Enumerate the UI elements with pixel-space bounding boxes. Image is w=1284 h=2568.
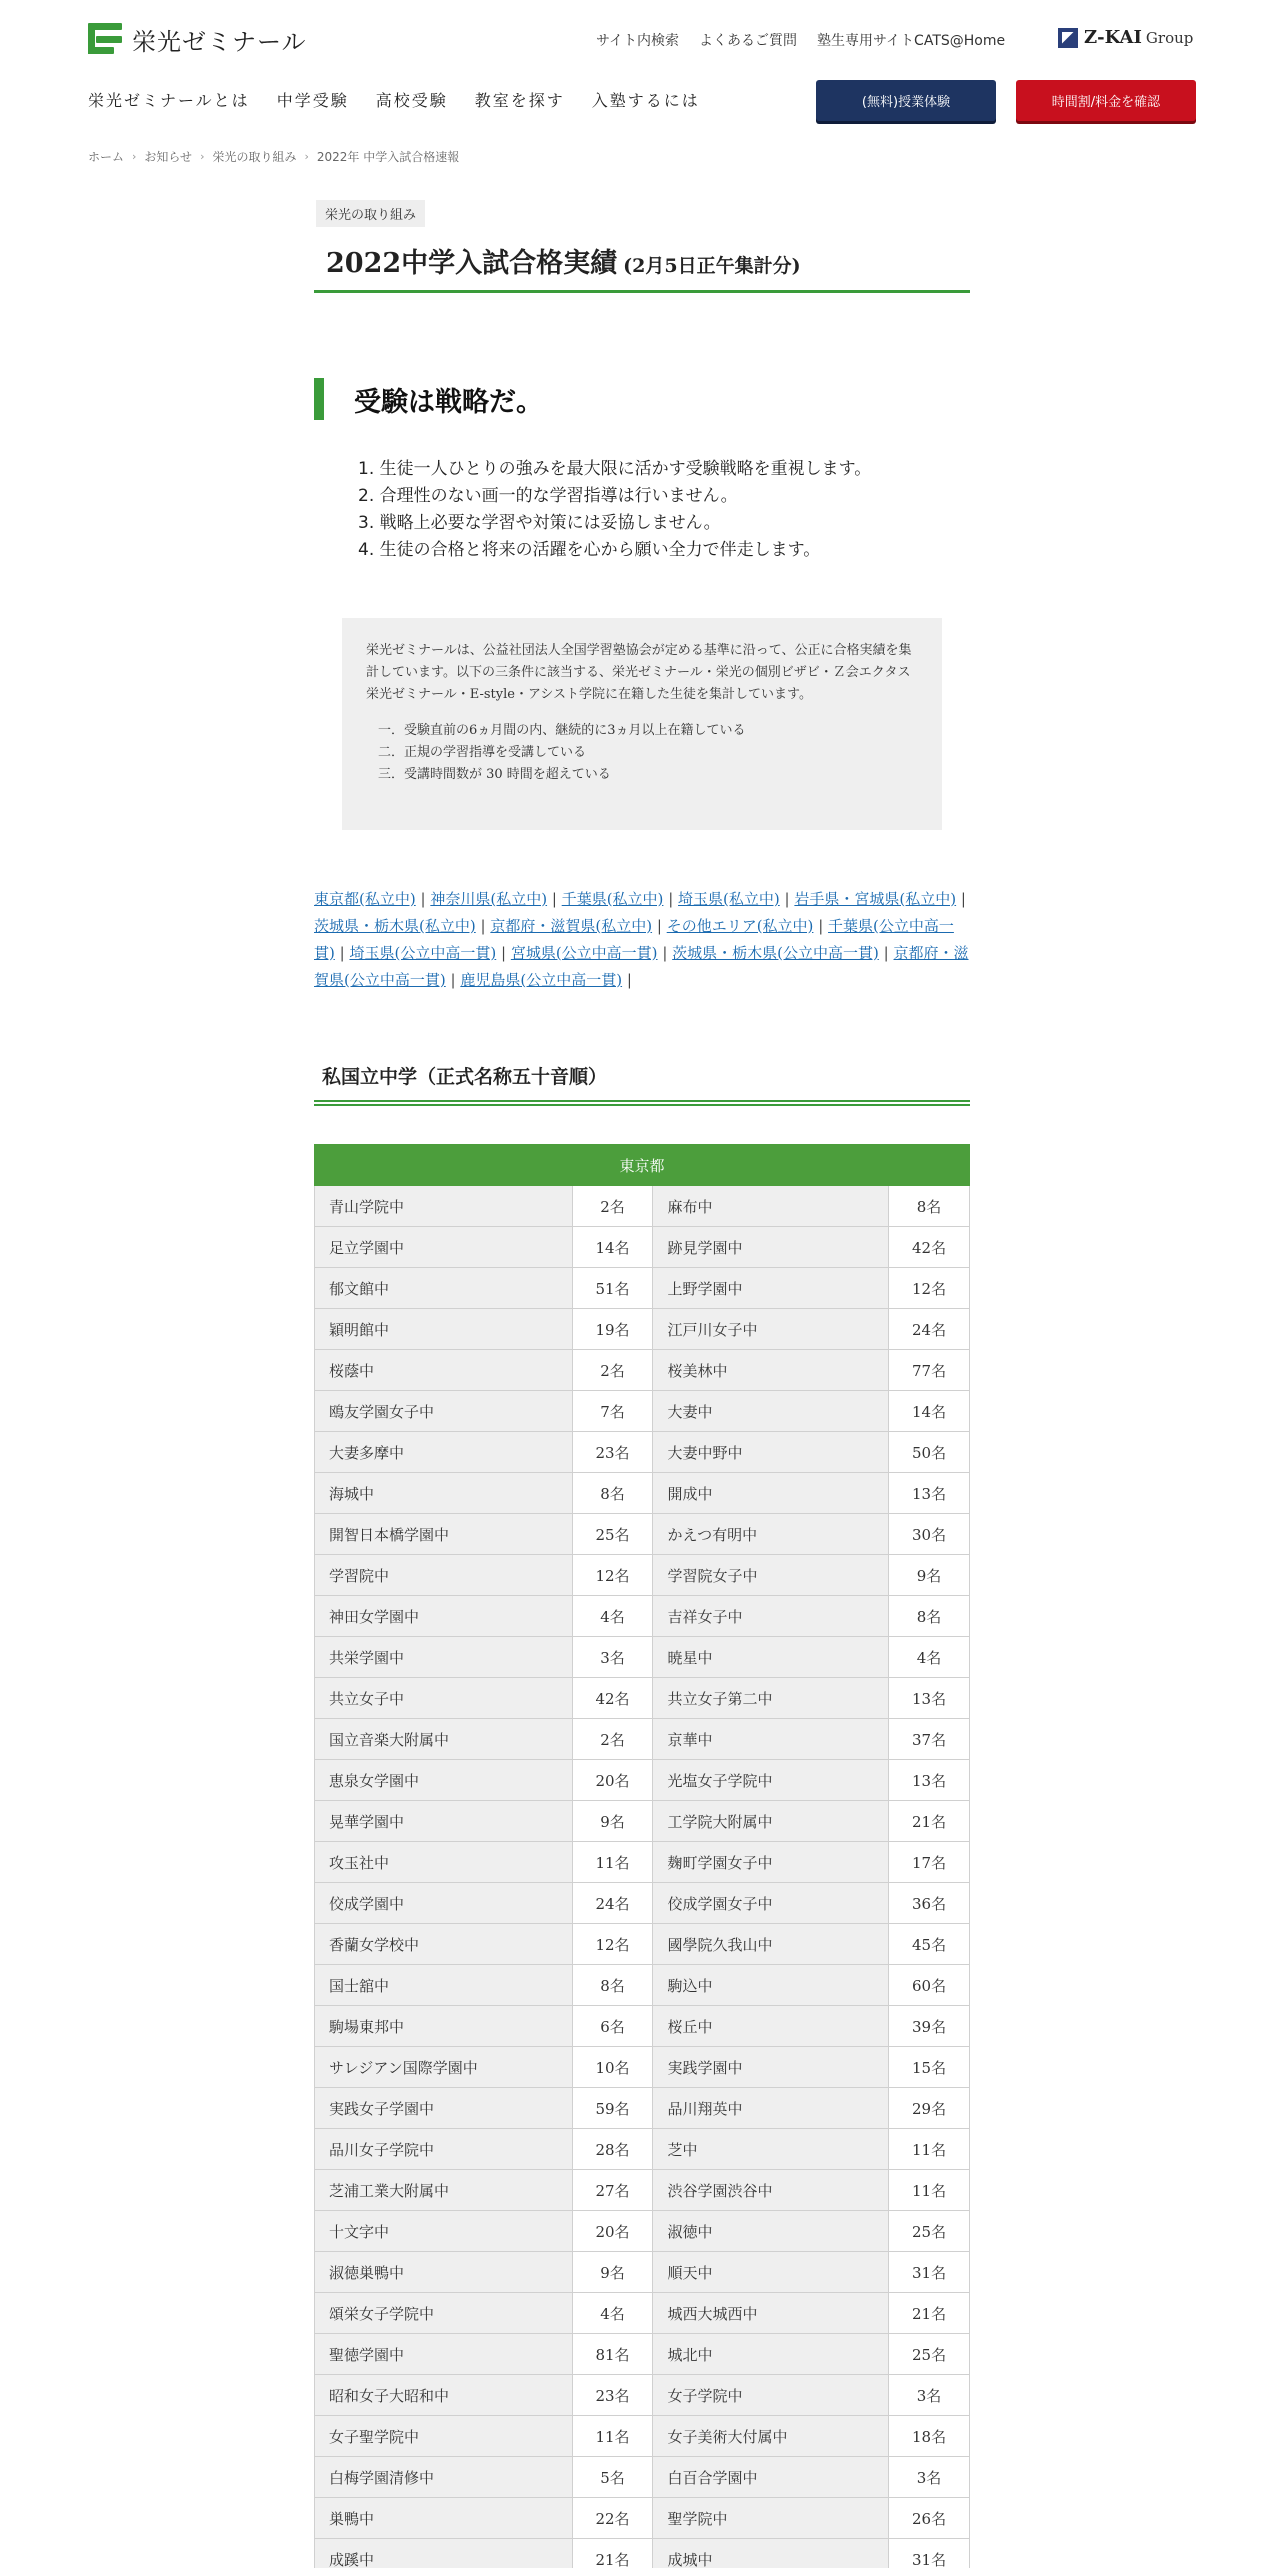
table-row	[315, 2047, 970, 2088]
pass-count: 2名	[572, 1719, 653, 1760]
school-name: 女子聖学院中	[315, 2416, 573, 2457]
school-name: 吉祥女子中	[653, 1596, 889, 1637]
school-name: 淑徳巣鴨中	[315, 2252, 573, 2293]
table-row	[315, 1473, 970, 1514]
school-name: 品川女子学院中	[315, 2129, 573, 2170]
school-name: 大妻中	[653, 1391, 889, 1432]
school-name: 駒込中	[653, 1965, 889, 2006]
pass-count: 21名	[889, 1801, 970, 1842]
pass-count: 81名	[572, 2334, 653, 2375]
school-name: 実践学園中	[653, 2047, 889, 2088]
link-separator: |	[551, 890, 557, 908]
area-link[interactable]: その他エリア(私立中)	[666, 917, 814, 935]
school-name: 足立学園中	[315, 1227, 573, 1268]
school-name: 淑徳中	[653, 2211, 889, 2252]
pass-count: 23名	[572, 1432, 653, 1473]
pass-count: 13名	[889, 1760, 970, 1801]
table-row	[315, 1801, 970, 1842]
area-link[interactable]: 神奈川県(私立中)	[430, 890, 548, 908]
area-link[interactable]: 千葉県(公立中高一貫)	[314, 917, 954, 962]
pass-count: 13名	[889, 1473, 970, 1514]
area-link[interactable]: 茨城県・栃木県(公立中高一貫)	[672, 944, 879, 962]
school-name: 学習院中	[315, 1555, 573, 1596]
area-link[interactable]: 岩手県・宮城県(私立中)	[794, 890, 957, 908]
free-trial-button[interactable]: (無料)授業体験	[816, 80, 996, 121]
school-name: 品川翔英中	[653, 2088, 889, 2129]
pass-count: 77名	[889, 1350, 970, 1391]
table-row	[315, 1391, 970, 1432]
condition-item: 二．正規の学習指導を受講している	[378, 745, 587, 760]
school-name: 昭和女子大昭和中	[315, 2375, 573, 2416]
pass-count: 6名	[572, 2006, 653, 2047]
main-content	[314, 200, 970, 2568]
pass-count: 8名	[889, 1186, 970, 1227]
strategy-heading: 受験は戦略だ。	[314, 378, 970, 420]
breadcrumb-current: 2022年 中学入試合格速報	[316, 150, 460, 164]
table-row	[315, 1186, 970, 1227]
table-row	[315, 1227, 970, 1268]
zkai-group-text: Group	[1145, 28, 1194, 47]
list-item: 3. 戦略上必要な学習や対策には妥協しません。	[358, 513, 721, 533]
area-link[interactable]: 京都府・滋賀県(公立中高一貫)	[314, 944, 969, 989]
criteria-conditions	[366, 720, 918, 786]
school-name: 開成中	[653, 1473, 889, 1514]
school-name: 頌栄女子学院中	[315, 2293, 573, 2334]
school-name: 国士舘中	[315, 1965, 573, 2006]
nav-junior-high-exam[interactable]: 中学受験	[276, 91, 349, 110]
pass-count: 60名	[889, 1965, 970, 2006]
area-link[interactable]: 千葉県(私立中)	[561, 890, 664, 908]
nav-high-school-exam[interactable]: 高校受験	[375, 91, 448, 110]
school-name: 巣鴨中	[315, 2498, 573, 2539]
school-name: 白百合学園中	[653, 2457, 889, 2498]
pass-count: 25名	[889, 2334, 970, 2375]
pass-count: 4名	[889, 1637, 970, 1678]
link-separator: |	[450, 971, 456, 989]
category-tag: 栄光の取り組み	[316, 200, 425, 227]
condition-item: 三．受講時間数が 30 時間を超えている	[378, 767, 611, 782]
site-search-link[interactable]: サイト内検索	[596, 33, 680, 49]
zkai-name: Z-KAI	[1084, 27, 1142, 48]
school-name: 海城中	[315, 1473, 573, 1514]
pass-count: 3名	[889, 2375, 970, 2416]
school-name: 共立女子中	[315, 1678, 573, 1719]
pass-count: 37名	[889, 1719, 970, 1760]
link-separator: |	[626, 971, 632, 989]
breadcrumb-home[interactable]: ホーム	[88, 150, 125, 164]
breadcrumb	[88, 148, 459, 165]
school-name: サレジアン国際学園中	[315, 2047, 573, 2088]
link-separator: |	[480, 917, 486, 935]
pass-count: 3名	[889, 2457, 970, 2498]
table-row	[315, 1842, 970, 1883]
area-link[interactable]: 東京都(私立中)	[314, 890, 416, 908]
school-name: 工学院大附属中	[653, 1801, 889, 1842]
table-row	[315, 2375, 970, 2416]
school-name: 晃華学園中	[315, 1801, 573, 1842]
area-link[interactable]: 埼玉県(私立中)	[678, 890, 780, 908]
pass-count: 12名	[572, 1924, 653, 1965]
pass-count: 2名	[572, 1350, 653, 1391]
table-row	[315, 1678, 970, 1719]
pass-count: 27名	[572, 2170, 653, 2211]
section-title: 私国立中学（正式名称五十音順）	[322, 1066, 608, 1088]
list-item: 4. 生徒の合格と将来の活躍を心から願い全力で伴走します。	[358, 540, 821, 560]
school-name: 麹町学園女子中	[653, 1842, 889, 1883]
pass-count: 36名	[889, 1883, 970, 1924]
chevron-right-icon: ›	[132, 150, 137, 163]
pass-count: 21名	[889, 2293, 970, 2334]
school-name: 順天中	[653, 2252, 889, 2293]
pass-count: 17名	[889, 1842, 970, 1883]
school-name: 共立女子第二中	[653, 1678, 889, 1719]
pass-count: 9名	[572, 1801, 653, 1842]
area-link[interactable]: 宮城県(公立中高一貫)	[510, 944, 658, 962]
pass-count: 24名	[572, 1883, 653, 1924]
pass-count: 11名	[889, 2129, 970, 2170]
zkai-group-logo[interactable]	[1058, 27, 1193, 48]
area-link[interactable]: 京都府・滋賀県(私立中)	[490, 917, 653, 935]
link-separator: |	[668, 890, 674, 908]
nav-enrollment[interactable]: 入塾するには	[591, 91, 700, 110]
school-name: 恵泉女学園中	[315, 1760, 573, 1801]
school-name: 城西大城西中	[653, 2293, 889, 2334]
school-name: 攻玉社中	[315, 1842, 573, 1883]
link-separator: |	[818, 917, 824, 935]
area-link[interactable]: 鹿児島県(公立中高一貫)	[460, 971, 623, 989]
table-row	[315, 2416, 970, 2457]
pass-count: 18名	[889, 2416, 970, 2457]
school-name: 芝浦工業大附属中	[315, 2170, 573, 2211]
pass-count: 42名	[889, 1227, 970, 1268]
school-name: 白梅学園清修中	[315, 2457, 573, 2498]
faq-link[interactable]: よくあるご質問	[699, 33, 798, 49]
school-name: かえつ有明中	[653, 1514, 889, 1555]
pass-count: 8名	[572, 1473, 653, 1514]
criteria-text: 栄光ゼミナールは、公益社団法人全国学習塾協会が定める基準に沿って、公正に合格実績を集計しています。以下の三条件に該当する、栄光ゼミナール・栄光の個別ビザビ・Ｚ会エクタス栄光ゼミナール・E-style・アシスト学院に在籍した生徒を集計しています。	[366, 643, 912, 702]
table-row	[315, 1555, 970, 1596]
section-divider	[314, 1100, 970, 1106]
school-name: 國學院久我山中	[653, 1924, 889, 1965]
strategy-list	[358, 456, 871, 564]
school-name: 成蹊中	[315, 2539, 573, 2568]
main-nav	[88, 88, 700, 111]
table-row	[315, 1924, 970, 1965]
header	[0, 0, 1284, 80]
area-link[interactable]: 茨城県・栃木県(私立中)	[314, 917, 476, 935]
pass-count: 26名	[889, 2498, 970, 2539]
logo-text: 栄光ゼミナール	[132, 28, 307, 56]
table-row	[315, 1719, 970, 1760]
pass-count: 24名	[889, 1309, 970, 1350]
pass-count: 22名	[572, 2498, 653, 2539]
table-row	[315, 2088, 970, 2129]
pass-count: 21名	[572, 2539, 653, 2568]
school-name: 暁星中	[653, 1637, 889, 1678]
pass-count: 11名	[572, 2416, 653, 2457]
school-name: 芝中	[653, 2129, 889, 2170]
chevron-right-icon: ›	[200, 150, 205, 163]
school-name: 成城中	[653, 2539, 889, 2568]
pass-count: 2名	[572, 1186, 653, 1227]
page-title-main: 2022中学入試合格実績	[326, 248, 618, 279]
pass-count: 10名	[572, 2047, 653, 2088]
pass-count: 28名	[572, 2129, 653, 2170]
school-name: 跡見学園中	[653, 1227, 889, 1268]
pass-count: 25名	[572, 1514, 653, 1555]
school-name: 女子美術大付属中	[653, 2416, 889, 2457]
pass-count: 45名	[889, 1924, 970, 1965]
school-name: 大妻中野中	[653, 1432, 889, 1473]
school-name: 桜蔭中	[315, 1350, 573, 1391]
school-name: 駒場東邦中	[315, 2006, 573, 2047]
site-logo[interactable]	[88, 22, 307, 57]
pass-count: 14名	[572, 1227, 653, 1268]
school-name: 桜丘中	[653, 2006, 889, 2047]
school-name: 光塩女子学院中	[653, 1760, 889, 1801]
school-name: 開智日本橋学園中	[315, 1514, 573, 1555]
school-name: 国立音楽大附属中	[315, 1719, 573, 1760]
breadcrumb-news[interactable]: お知らせ	[144, 150, 193, 164]
school-name: 共栄学園中	[315, 1637, 573, 1678]
pass-count: 9名	[889, 1555, 970, 1596]
pass-count: 42名	[572, 1678, 653, 1719]
table-row	[315, 1309, 970, 1350]
pass-count: 3名	[572, 1637, 653, 1678]
link-separator: |	[662, 944, 668, 962]
logo-icon	[88, 23, 122, 57]
school-name: 穎明館中	[315, 1309, 573, 1350]
pass-count: 12名	[572, 1555, 653, 1596]
pass-count: 20名	[572, 2211, 653, 2252]
area-links	[314, 886, 970, 994]
school-name: 佼成学園女子中	[653, 1883, 889, 1924]
results-table	[314, 1144, 970, 2568]
table-row	[315, 2006, 970, 2047]
school-name: 十文字中	[315, 2211, 573, 2252]
table-row	[315, 2170, 970, 2211]
table-row	[315, 2539, 970, 2568]
pass-count: 13名	[889, 1678, 970, 1719]
school-name: 学習院女子中	[653, 1555, 889, 1596]
table-row	[315, 2457, 970, 2498]
pass-count: 29名	[889, 2088, 970, 2129]
list-item: 1. 生徒一人ひとりの強みを最大限に活かす受験戦略を重視します。	[358, 459, 872, 479]
table-row	[315, 1965, 970, 2006]
school-name: 青山学院中	[315, 1186, 573, 1227]
school-name: 聖徳学園中	[315, 2334, 573, 2375]
school-name: 上野学園中	[653, 1268, 889, 1309]
table-row	[315, 1514, 970, 1555]
pass-count: 5名	[572, 2457, 653, 2498]
nav-about[interactable]: 栄光ゼミナールとは	[88, 91, 250, 110]
table-row	[315, 1350, 970, 1391]
chevron-right-icon: ›	[304, 150, 309, 163]
school-name: 実践女子学園中	[315, 2088, 573, 2129]
school-name: 佼成学園中	[315, 1883, 573, 1924]
table-row	[315, 2334, 970, 2375]
pass-count: 50名	[889, 1432, 970, 1473]
school-name: 女子学院中	[653, 2375, 889, 2416]
pass-count: 20名	[572, 1760, 653, 1801]
pass-count: 25名	[889, 2211, 970, 2252]
school-name: 城北中	[653, 2334, 889, 2375]
page-title-sub: (2月5日正午集計分)	[623, 255, 801, 277]
region-header: 東京都	[315, 1145, 970, 1186]
table-row	[315, 2252, 970, 2293]
condition-item: 一．受験直前の6ヵ月間の内、継続的に3ヵ月以上在籍している	[378, 723, 746, 738]
area-link[interactable]: 埼玉県(公立中高一貫)	[349, 944, 497, 962]
school-name: 香蘭女学校中	[315, 1924, 573, 1965]
pass-count: 12名	[889, 1268, 970, 1309]
pass-count: 31名	[889, 2252, 970, 2293]
link-separator: |	[960, 890, 966, 908]
pass-count: 11名	[889, 2170, 970, 2211]
list-item: 2. 合理性のない画一的な学習指導は行いません。	[358, 486, 738, 506]
table-row	[315, 2293, 970, 2334]
table-row	[315, 2129, 970, 2170]
criteria-note	[342, 618, 942, 830]
pass-count: 51名	[572, 1268, 653, 1309]
school-name: 麻布中	[653, 1186, 889, 1227]
pass-count: 15名	[889, 2047, 970, 2088]
table-row	[315, 1268, 970, 1309]
school-name: 桜美林中	[653, 1350, 889, 1391]
table-row	[315, 1760, 970, 1801]
school-name: 郁文館中	[315, 1268, 573, 1309]
table-row	[315, 1596, 970, 1637]
school-name: 神田女学園中	[315, 1596, 573, 1637]
link-separator: |	[656, 917, 662, 935]
school-name: 聖学院中	[653, 2498, 889, 2539]
page-title	[314, 241, 970, 293]
student-site-link[interactable]: 塾生専用サイトCATS@Home	[817, 33, 1006, 49]
school-name: 江戸川女子中	[653, 1309, 889, 1350]
pass-count: 30名	[889, 1514, 970, 1555]
nav-find-classroom[interactable]: 教室を探す	[474, 91, 565, 110]
table-row	[315, 1432, 970, 1473]
pass-count: 31名	[889, 2539, 970, 2568]
link-separator: |	[420, 890, 426, 908]
link-separator: |	[500, 944, 507, 962]
table-row	[315, 1883, 970, 1924]
pass-count: 7名	[572, 1391, 653, 1432]
timetable-price-button[interactable]: 時間割/料金を確認	[1016, 80, 1196, 121]
pass-count: 39名	[889, 2006, 970, 2047]
pass-count: 9名	[572, 2252, 653, 2293]
pass-count: 8名	[572, 1965, 653, 2006]
pass-count: 4名	[572, 1596, 653, 1637]
table-row	[315, 1637, 970, 1678]
pass-count: 23名	[572, 2375, 653, 2416]
zkai-icon	[1058, 28, 1078, 48]
pass-count: 14名	[889, 1391, 970, 1432]
school-name: 鴎友学園女子中	[315, 1391, 573, 1432]
link-separator: |	[784, 890, 790, 908]
table-row	[315, 2498, 970, 2539]
school-name: 大妻多摩中	[315, 1432, 573, 1473]
pass-count: 19名	[572, 1309, 653, 1350]
school-name: 渋谷学園渋谷中	[653, 2170, 889, 2211]
utility-links	[596, 30, 1005, 50]
school-name: 京華中	[653, 1719, 889, 1760]
pass-count: 8名	[889, 1596, 970, 1637]
link-separator: |	[883, 944, 889, 962]
pass-count: 59名	[572, 2088, 653, 2129]
breadcrumb-initiatives[interactable]: 栄光の取り組み	[212, 150, 297, 164]
table-row	[315, 2211, 970, 2252]
pass-count: 11名	[572, 1842, 653, 1883]
pass-count: 4名	[572, 2293, 653, 2334]
link-separator: |	[339, 944, 345, 962]
